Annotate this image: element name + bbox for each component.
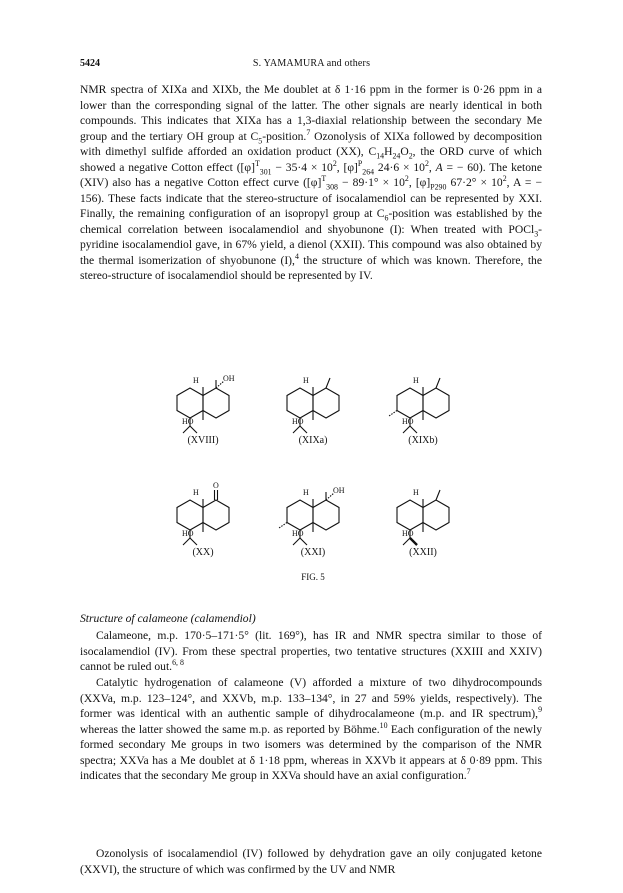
atom-label-oh: OH <box>223 374 235 383</box>
atom-label-h: H <box>413 488 419 497</box>
structure-xx <box>177 481 229 545</box>
paragraph-2: Calameone, m.p. 170·5–171·5° (lit. 169°), has IR and NMR spectra similar to those of isocalamendiol (IV). From these spectral properties, two tentative structures (XXIII and XXIV) cannot be ruled out.$^{6, 8}$ <box>80 629 542 673</box>
section-heading: Structure of calameone (calamendiol) <box>80 612 256 625</box>
compound-label-xixb: (XIXb) <box>408 435 438 446</box>
figure-caption: FIG. 5 <box>301 572 325 582</box>
atom-label-oh: OH <box>333 486 345 495</box>
atom-label-h: H <box>193 376 199 385</box>
structure-xxii <box>397 488 449 545</box>
structure-xviii <box>177 374 235 433</box>
page-number: 5424 <box>80 58 100 69</box>
compound-label-xxi: (XXI) <box>300 547 326 558</box>
atom-label-o: O <box>213 481 219 490</box>
atom-label-ho: HO <box>402 529 414 538</box>
compound-label-xxii: (XXII) <box>409 547 437 558</box>
paragraph-4: Ozonolysis of isocalamendiol (IV) followed by dehydration gave an oily conjugated ketone (XXVI), the structure of which was confirmed by the UV and NMR <box>80 847 542 876</box>
paragraph-3: Catalytic hydrogenation of calameone (V) afforded a mixture of two dihydrocompounds (XXVa, m.p. 123–124°, and XXVb, m.p. 133–134°, in 27 and 59% yields, respectively). The former was identical with an authentic sample of dihydrocalameone (m.p. and IR spectrum),$^9$ whereas the latter showed the same m.p. as reported by Böhme.$^{10}$ Each configuration of the newly formed secondary Me groups in two isomers was determined by the comparison of the NMR spectra; XXVa has a Me doublet at δ 1·18 ppm, whereas in XXVb it appears at δ 0·89 ppm. This indicates that the secondary Me group in XXVa should have an axial configuration.$^7$ <box>80 676 542 782</box>
structure-xxi <box>279 486 345 545</box>
figure-5-scheme <box>0 340 623 590</box>
atom-label-h: H <box>413 376 419 385</box>
paragraph-1: NMR spectra of XIXa and XIXb, the Me doublet at δ 1·16 ppm in the former is 0·26 ppm in a lower than the corresponding signal of the latter. The other signals are nearly identical in both compounds. This indicates that XIXa has a 1,3-diaxial relationship between the secondary Me group and the tertiary OH group at $C_5-position.^7$ Ozonolysis of XIXa followed by decomposition with dimethyl sulfide afforded an oxidation product (XX), $C_{14}H_{24}O_2$, the ORD curve of which showed a negative Cotton effect ($[\varphi]^T_{301} - 35\cdot 4 \times 10^2$, $[\varphi]^P_{264}$ $24\cdot 6 \times 10^2$, A = − 60). The ketone (XIV) also has a negative Cotton effect curve ($[\varphi]^T_{308} - 89\cdot 1^\circ \times 10^2$, $[\varphi]_{P290}$ $67\cdot 2^\circ \times 10^2$, A = − 156). These facts indicate that the stereo-structure of isocalamendiol can be represented by XXI. Finally, the remaining configuration of an isopropyl group at $C_6$-position was established by the chemical correlation between isocalamendiol and shyobunone (I): When treated with POCl$_3$- pyridine isocalamendiol gave, in 67% yield, a dienol (XXII). This compound was also obtained by the thermal isomerization of shyobunone (I),$^4$ the structure of which was known. Therefore, the stereo-structure of isocalamendiol should be represented by IV. <box>80 83 543 282</box>
atom-label-ho: HO <box>182 529 194 538</box>
atom-label-h: H <box>303 376 309 385</box>
structure-xixa <box>287 376 339 433</box>
compound-label-xviii: (XVIII) <box>187 435 219 446</box>
atom-label-ho: HO <box>292 417 304 426</box>
running-head: S. YAMAMURA and others <box>252 58 371 69</box>
atom-label-h: H <box>193 488 199 497</box>
atom-label-ho: HO <box>402 417 414 426</box>
compound-label-xx: (XX) <box>192 547 214 558</box>
atom-label-ho: HO <box>182 417 194 426</box>
atom-label-ho: HO <box>292 529 304 538</box>
atom-label-h: H <box>303 488 309 497</box>
compound-label-xixa: (XIXa) <box>298 435 328 446</box>
structure-xixb <box>389 376 449 433</box>
